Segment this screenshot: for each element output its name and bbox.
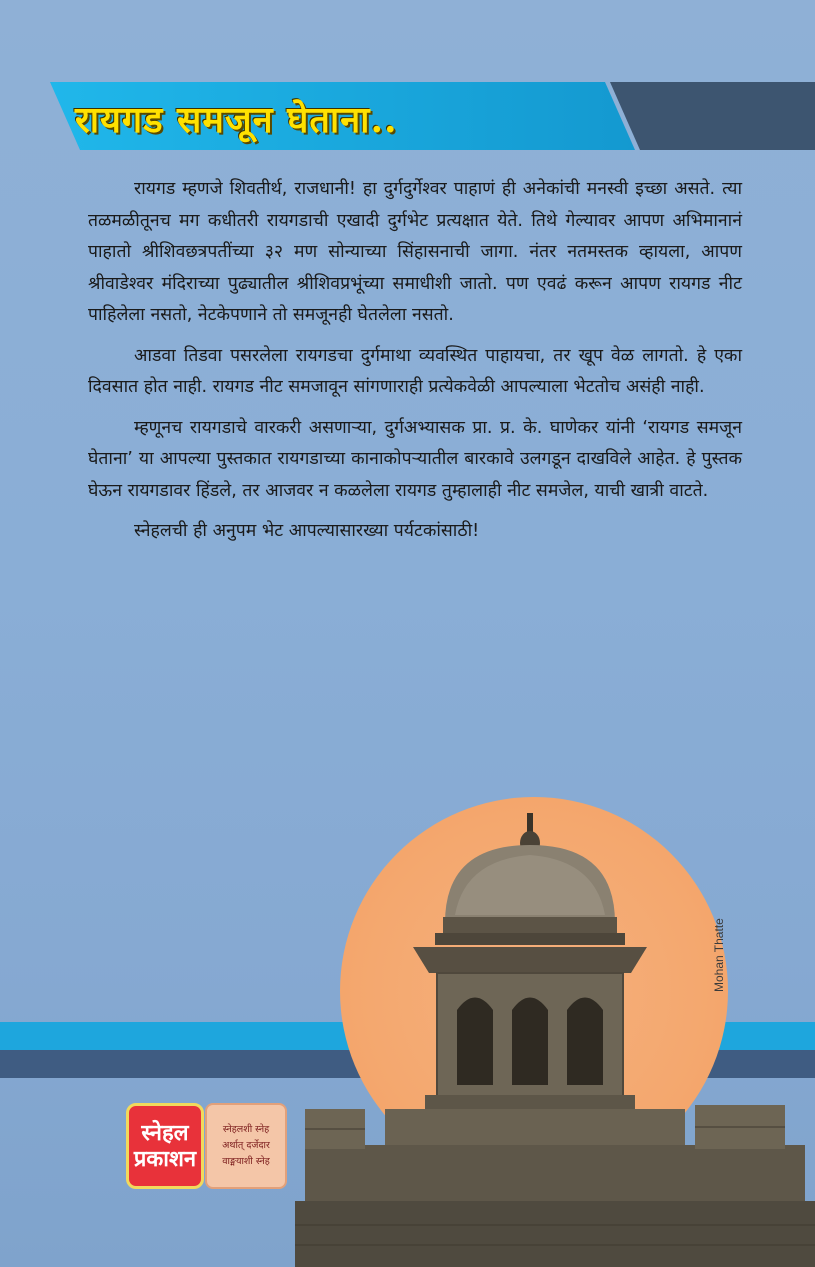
paragraph: रायगड म्हणजे शिवतीर्थ, राजधानी! हा दुर्गदुर्गेश्वर पाहाणं ही अनेकांची मनस्वी इच्छा असते. त्या तळमळीतूनच मग कधीतरी रायगडाची एखादी दुर्गभेट प्रत्यक्षात येते. तिथे गेल्यावर आपण अभिमानानं पाहातो श्रीशिवछत्रपतींच्या ३२ मण सोन्याच्या सिंहासनाची जागा. नंतर नतमस्तक व्हायला, आपण श्रीवाडेश्वर मंदिराच्या पुढ्यातील श्रीशिवप्रभूंच्या समाधीशी जातो. पण एवढं करून आपण रायगड नीट पाहिलेला नसतो, नेटकेपणाने तो समजूनही घेतलेला नसतो. [88, 179, 742, 325]
paragraph: स्नेहलची ही अनुपम भेट आपल्यासारख्या पर्यटकांसाठी! [134, 521, 480, 541]
logo-line-2: प्रकाशन [133, 1146, 197, 1172]
logo-line-1: स्नेहल [141, 1120, 189, 1146]
blurb-text [88, 174, 742, 557]
tagline-line-1: स्नेहलशी स्नेह [222, 1124, 270, 1135]
raigad-chhatri-photo [295, 805, 815, 1267]
publisher-tagline [205, 1103, 287, 1189]
publisher-logo [126, 1103, 204, 1189]
tagline-line-3: वाङ्मयाशी स्नेह [222, 1156, 270, 1167]
tagline-line-2: अर्थात् दर्जेदार [222, 1140, 270, 1151]
page-title: रायगड समजून घेताना.. [75, 99, 398, 141]
paragraph: आडवा तिडवा पसरलेला रायगडचा दुर्गमाथा व्यवस्थित पाहायचा, तर खूप वेळ लागतो. हे एका दिवसात होत नाही. रायगड नीट समजावून सांगणाराही प्रत्येकवेळी आपल्याला भेटतोच असंही नाही. [88, 345, 742, 397]
paragraph: म्हणूनच रायगडाचे वारकरी असणाऱ्या, दुर्गअभ्यासक प्रा. प्र. के. घाणेकर यांनी ‘रायगड समजून घेताना’ या आपल्या पुस्तकात रायगडाच्या कानाकोपऱ्यातील बारकावे उलगडून दाखविले आहेत. हे पुस्तक घेऊन रायगडावर हिंडले, तर आजवर न कळलेला रायगड तुम्हालाही नीट समजेल, याची खात्री वाटते. [88, 417, 742, 501]
photo-credit: Mohan Thatte [712, 918, 726, 992]
